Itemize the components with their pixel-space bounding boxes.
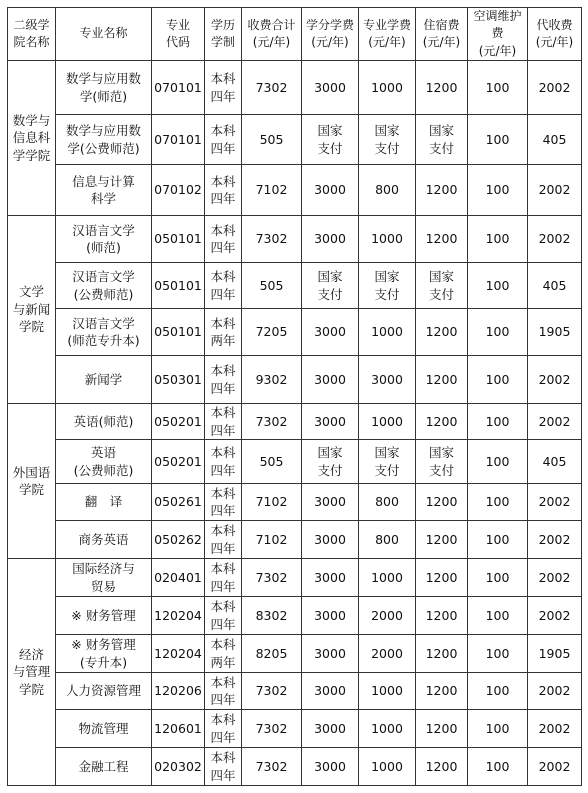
total-cell: 7302 (242, 710, 302, 748)
ac-cell: 100 (468, 115, 528, 165)
agency-cell: 2002 (528, 710, 582, 748)
ac-cell: 100 (468, 404, 528, 440)
agency-cell: 2002 (528, 597, 582, 635)
agency-cell: 2002 (528, 521, 582, 559)
total-cell: 7302 (242, 559, 302, 597)
ac-cell: 100 (468, 61, 528, 115)
code-cell: 050261 (152, 484, 205, 521)
tuition-cell: 1000 (359, 309, 416, 356)
tuition-cell: 1000 (359, 710, 416, 748)
dorm-cell: 1200 (416, 559, 468, 597)
tuition-cell: 国家 支付 (359, 263, 416, 309)
agency-cell: 2002 (528, 404, 582, 440)
column-header-ac: 空调维护费 (元/年) (468, 8, 528, 61)
duration-cell: 本科 四年 (205, 61, 242, 115)
duration-cell: 本科 四年 (205, 404, 242, 440)
duration-cell: 本科 四年 (205, 597, 242, 635)
dorm-cell: 1200 (416, 597, 468, 635)
credit-cell: 国家 支付 (302, 115, 359, 165)
dorm-cell: 国家 支付 (416, 115, 468, 165)
table-row (8, 309, 582, 356)
major-cell: 数学与应用数 学(师范) (56, 61, 152, 115)
total-cell: 8302 (242, 597, 302, 635)
code-cell: 050301 (152, 356, 205, 404)
total-cell: 7205 (242, 309, 302, 356)
agency-cell: 2002 (528, 673, 582, 710)
code-cell: 070101 (152, 61, 205, 115)
table-row (8, 748, 582, 786)
credit-cell: 3000 (302, 356, 359, 404)
table-row (8, 263, 582, 309)
ac-cell: 100 (468, 748, 528, 786)
total-cell: 7102 (242, 521, 302, 559)
dorm-cell: 1200 (416, 521, 468, 559)
dorm-cell: 1200 (416, 673, 468, 710)
credit-cell: 3000 (302, 61, 359, 115)
credit-cell: 3000 (302, 748, 359, 786)
major-cell: 英语 (公费师范) (56, 440, 152, 484)
tuition-cell: 1000 (359, 673, 416, 710)
column-header-dorm: 住宿费 (元/年) (416, 8, 468, 61)
college-name-cell: 经济 与管理 学院 (8, 559, 56, 786)
agency-cell: 405 (528, 115, 582, 165)
dorm-cell: 国家 支付 (416, 440, 468, 484)
tuition-cell: 国家 支付 (359, 115, 416, 165)
code-cell: 050201 (152, 404, 205, 440)
duration-cell: 本科 四年 (205, 521, 242, 559)
column-header-agency: 代收费 (元/年) (528, 8, 582, 61)
duration-cell: 本科 四年 (205, 559, 242, 597)
total-cell: 8205 (242, 635, 302, 673)
column-header-code: 专业 代码 (152, 8, 205, 61)
credit-cell: 3000 (302, 597, 359, 635)
credit-cell: 3000 (302, 710, 359, 748)
credit-cell: 3000 (302, 165, 359, 216)
total-cell: 7302 (242, 404, 302, 440)
dorm-cell: 1200 (416, 309, 468, 356)
total-cell: 9302 (242, 356, 302, 404)
major-cell: 数学与应用数 学(公费师范) (56, 115, 152, 165)
total-cell: 7302 (242, 216, 302, 263)
major-cell: 金融工程 (56, 748, 152, 786)
dorm-cell: 1200 (416, 61, 468, 115)
code-cell: 120204 (152, 597, 205, 635)
college-name-cell: 外国语 学院 (8, 404, 56, 559)
tuition-cell: 800 (359, 521, 416, 559)
tuition-cell: 1000 (359, 61, 416, 115)
ac-cell: 100 (468, 356, 528, 404)
ac-cell: 100 (468, 263, 528, 309)
column-header-duration: 学历 学制 (205, 8, 242, 61)
ac-cell: 100 (468, 597, 528, 635)
tuition-cell: 3000 (359, 356, 416, 404)
major-cell: 人力资源管理 (56, 673, 152, 710)
total-cell: 7102 (242, 484, 302, 521)
dorm-cell: 1200 (416, 216, 468, 263)
duration-cell: 本科 四年 (205, 748, 242, 786)
ac-cell: 100 (468, 635, 528, 673)
total-cell: 505 (242, 263, 302, 309)
total-cell: 7302 (242, 673, 302, 710)
ac-cell: 100 (468, 673, 528, 710)
column-header-total: 收费合计 (元/年) (242, 8, 302, 61)
table-row (8, 635, 582, 673)
code-cell: 020401 (152, 559, 205, 597)
tuition-cell: 1000 (359, 748, 416, 786)
major-cell: 信息与计算 科学 (56, 165, 152, 216)
duration-cell: 本科 四年 (205, 165, 242, 216)
ac-cell: 100 (468, 710, 528, 748)
major-cell: 新闻学 (56, 356, 152, 404)
credit-cell: 国家 支付 (302, 263, 359, 309)
major-cell: 汉语言文学 (师范) (56, 216, 152, 263)
major-cell: 翻 译 (56, 484, 152, 521)
code-cell: 050101 (152, 263, 205, 309)
code-cell: 070101 (152, 115, 205, 165)
duration-cell: 本科 两年 (205, 635, 242, 673)
credit-cell: 3000 (302, 404, 359, 440)
duration-cell: 本科 四年 (205, 484, 242, 521)
table-row (8, 404, 582, 440)
college-name-cell: 文学 与新闻 学院 (8, 216, 56, 404)
column-header-credit: 学分学费 (元/年) (302, 8, 359, 61)
dorm-cell: 1200 (416, 484, 468, 521)
tuition-cell: 2000 (359, 635, 416, 673)
code-cell: 070102 (152, 165, 205, 216)
total-cell: 505 (242, 115, 302, 165)
duration-cell: 本科 四年 (205, 115, 242, 165)
agency-cell: 2002 (528, 165, 582, 216)
tuition-cell: 1000 (359, 404, 416, 440)
tuition-cell: 800 (359, 484, 416, 521)
tuition-cell: 1000 (359, 216, 416, 263)
duration-cell: 本科 四年 (205, 440, 242, 484)
major-cell: 物流管理 (56, 710, 152, 748)
code-cell: 020302 (152, 748, 205, 786)
credit-cell: 3000 (302, 559, 359, 597)
ac-cell: 100 (468, 309, 528, 356)
ac-cell: 100 (468, 165, 528, 216)
table-row (8, 216, 582, 263)
tuition-cell: 国家 支付 (359, 440, 416, 484)
duration-cell: 本科 两年 (205, 309, 242, 356)
major-cell: ※ 财务管理 (56, 597, 152, 635)
fee-table (7, 7, 582, 786)
code-cell: 120601 (152, 710, 205, 748)
code-cell: 120206 (152, 673, 205, 710)
duration-cell: 本科 四年 (205, 216, 242, 263)
ac-cell: 100 (468, 559, 528, 597)
credit-cell: 国家 支付 (302, 440, 359, 484)
credit-cell: 3000 (302, 635, 359, 673)
column-header-major: 专业名称 (56, 8, 152, 61)
ac-cell: 100 (468, 440, 528, 484)
duration-cell: 本科 四年 (205, 356, 242, 404)
total-cell: 7102 (242, 165, 302, 216)
dorm-cell: 国家 支付 (416, 263, 468, 309)
agency-cell: 405 (528, 440, 582, 484)
table-row (8, 115, 582, 165)
agency-cell: 2002 (528, 748, 582, 786)
duration-cell: 本科 四年 (205, 710, 242, 748)
dorm-cell: 1200 (416, 404, 468, 440)
major-cell: 国际经济与 贸易 (56, 559, 152, 597)
agency-cell: 2002 (528, 484, 582, 521)
major-cell: 汉语言文学 (公费师范) (56, 263, 152, 309)
agency-cell: 1905 (528, 635, 582, 673)
ac-cell: 100 (468, 521, 528, 559)
duration-cell: 本科 四年 (205, 673, 242, 710)
table-row (8, 559, 582, 597)
tuition-cell: 800 (359, 165, 416, 216)
table-row (8, 165, 582, 216)
dorm-cell: 1200 (416, 635, 468, 673)
agency-cell: 2002 (528, 216, 582, 263)
agency-cell: 2002 (528, 559, 582, 597)
major-cell: 汉语言文学 (师范专升本) (56, 309, 152, 356)
ac-cell: 100 (468, 216, 528, 263)
duration-cell: 本科 四年 (205, 263, 242, 309)
dorm-cell: 1200 (416, 748, 468, 786)
table-row (8, 356, 582, 404)
dorm-cell: 1200 (416, 710, 468, 748)
major-cell: ※ 财务管理 (专升本) (56, 635, 152, 673)
table-row (8, 521, 582, 559)
table-header-row (8, 8, 582, 61)
table-row (8, 440, 582, 484)
credit-cell: 3000 (302, 484, 359, 521)
table-row (8, 61, 582, 115)
code-cell: 050262 (152, 521, 205, 559)
credit-cell: 3000 (302, 521, 359, 559)
dorm-cell: 1200 (416, 356, 468, 404)
tuition-cell: 2000 (359, 597, 416, 635)
tuition-cell: 1000 (359, 559, 416, 597)
credit-cell: 3000 (302, 309, 359, 356)
agency-cell: 1905 (528, 309, 582, 356)
table-row (8, 710, 582, 748)
college-name-cell: 数学与 信息科 学学院 (8, 61, 56, 216)
major-cell: 英语(师范) (56, 404, 152, 440)
major-cell: 商务英语 (56, 521, 152, 559)
code-cell: 120204 (152, 635, 205, 673)
total-cell: 7302 (242, 61, 302, 115)
table-row (8, 597, 582, 635)
agency-cell: 405 (528, 263, 582, 309)
dorm-cell: 1200 (416, 165, 468, 216)
total-cell: 7302 (242, 748, 302, 786)
credit-cell: 3000 (302, 216, 359, 263)
table-row (8, 484, 582, 521)
code-cell: 050101 (152, 216, 205, 263)
code-cell: 050201 (152, 440, 205, 484)
column-header-college: 二级学 院名称 (8, 8, 56, 61)
agency-cell: 2002 (528, 356, 582, 404)
table-row (8, 673, 582, 710)
total-cell: 505 (242, 440, 302, 484)
code-cell: 050101 (152, 309, 205, 356)
ac-cell: 100 (468, 484, 528, 521)
column-header-tuition: 专业学费 (元/年) (359, 8, 416, 61)
table-body (8, 61, 582, 786)
agency-cell: 2002 (528, 61, 582, 115)
credit-cell: 3000 (302, 673, 359, 710)
